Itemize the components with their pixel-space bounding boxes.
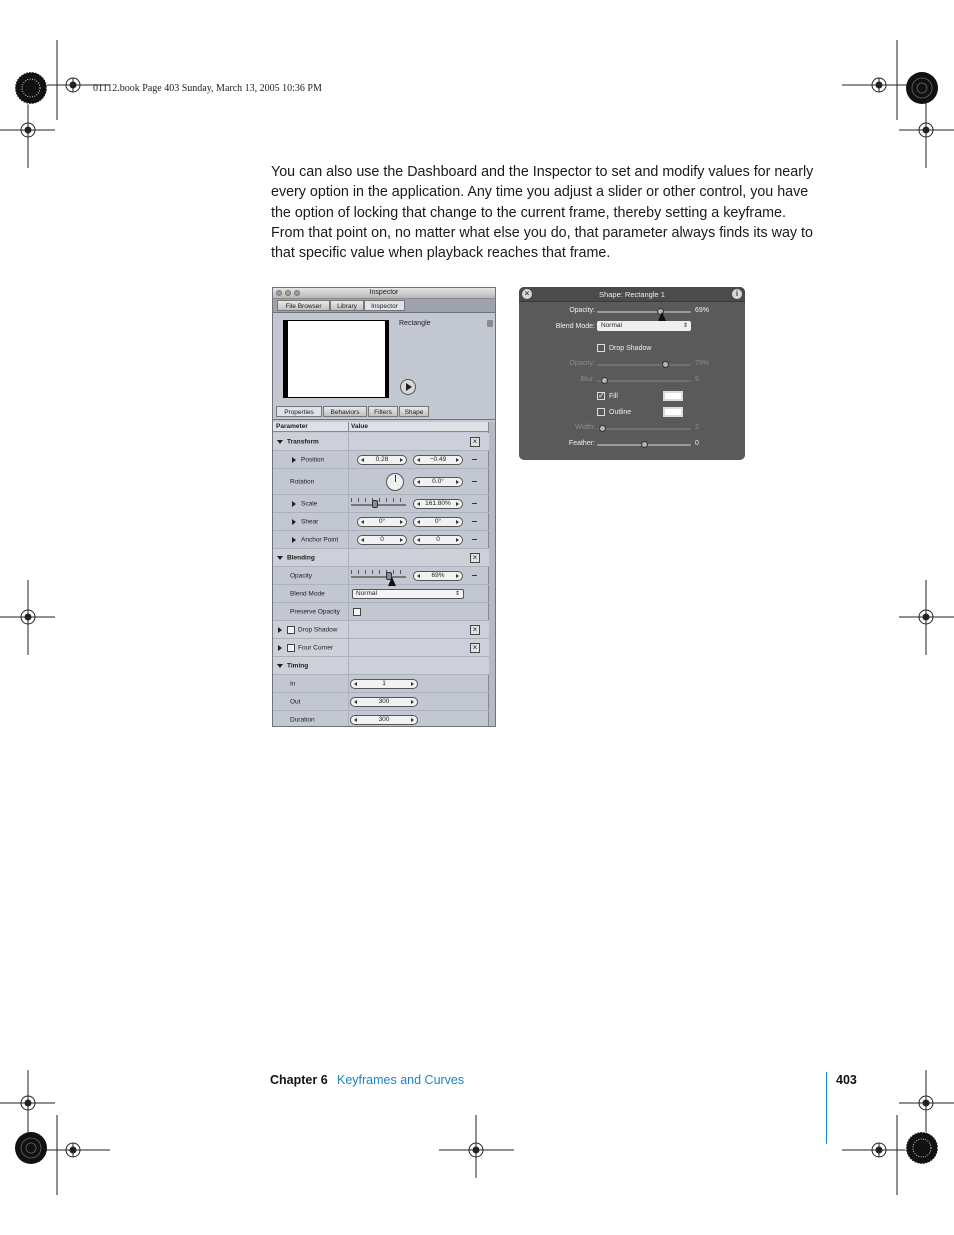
object-name: Rectangle (399, 320, 431, 327)
subtab-row (273, 405, 495, 420)
hud-label: Blur: (580, 376, 595, 383)
slider-knob[interactable] (641, 441, 648, 448)
tab-library[interactable]: Library (330, 300, 364, 311)
inspector-title: Inspector (369, 289, 399, 296)
disclosure-closed-icon[interactable] (292, 457, 296, 463)
in-field[interactable]: 1 (350, 679, 418, 689)
param-group-timing[interactable] (273, 657, 489, 675)
footer-chapter-title: Keyframes and Curves (337, 1073, 465, 1087)
hud-label: Opacity: (569, 307, 595, 314)
dashboard-hud (519, 287, 745, 460)
param-row-shear (273, 513, 489, 531)
footer-chapter: Chapter 6 (270, 1073, 328, 1087)
hud-row-blur (519, 374, 745, 386)
hud-titlebar (519, 287, 745, 302)
outline-checkbox[interactable] (597, 408, 605, 416)
reset-x-icon[interactable]: × (470, 437, 480, 447)
param-row-scale (273, 495, 489, 513)
disclosure-closed-icon[interactable] (292, 537, 296, 543)
hud-label: Outline (609, 409, 632, 416)
fill-checkbox[interactable]: ✓ (598, 391, 605, 400)
hud-row-drop-shadow (519, 343, 745, 355)
param-label: Out (290, 698, 301, 705)
fill-color-swatch[interactable] (663, 391, 683, 401)
page-number: 403 (836, 1073, 857, 1087)
rotation-dial[interactable] (386, 473, 404, 491)
info-icon[interactable]: i (732, 289, 742, 299)
col-value: Value (351, 423, 368, 430)
body-line: the option of locking that change to the current frame, thereby setting a keyframe. (271, 204, 786, 221)
hud-value: 75% (695, 360, 710, 367)
param-label: Shear (301, 518, 319, 525)
opacity-field[interactable]: 69% (413, 571, 463, 581)
hud-row-shadow-opacity (519, 358, 745, 370)
feather-slider[interactable] (597, 444, 691, 446)
hud-title: Shape: Rectangle 1 (599, 290, 665, 299)
position-y-field[interactable]: −0.49 (413, 455, 463, 465)
param-row-opacity (273, 567, 489, 585)
shear-x-field[interactable]: 0° (357, 517, 407, 527)
preserve-opacity-checkbox[interactable] (353, 608, 361, 616)
hud-label: Drop Shadow (609, 345, 652, 352)
print-header: 01112.book Page 403 Sunday, March 13, 2005 10:36 PM (93, 83, 322, 94)
col-parameter: Parameter (276, 423, 308, 430)
disclosure-closed-icon[interactable] (292, 501, 296, 507)
anchor-x-field[interactable]: 0 (357, 535, 407, 545)
reset-x-icon[interactable]: × (470, 553, 480, 563)
inspector-scrollbar[interactable] (488, 422, 495, 727)
param-label: Blend Mode (290, 590, 325, 597)
pointer-cursor-icon (658, 312, 666, 321)
tab-file-browser[interactable]: File Browser (277, 300, 330, 311)
blend-mode-select[interactable]: Normal ⇕ (597, 321, 691, 331)
param-row-duration (273, 711, 489, 727)
disclosure-closed-icon[interactable] (278, 645, 282, 651)
slider-knob[interactable] (372, 500, 378, 508)
param-label: Duration (290, 716, 315, 723)
disclosure-open-icon[interactable] (277, 664, 283, 668)
hud-row-opacity (519, 305, 745, 317)
slider-knob[interactable] (599, 425, 606, 432)
slider-knob[interactable] (601, 377, 608, 384)
footer-rule (826, 1072, 827, 1144)
anchor-y-field[interactable]: 0 (413, 535, 463, 545)
group-label: Blending (287, 554, 315, 561)
param-label: Scale (301, 500, 318, 507)
inspector-window (272, 287, 496, 727)
disclosure-open-icon[interactable] (277, 556, 283, 560)
slider-knob[interactable] (662, 361, 669, 368)
body-line: every option in the application. Any time you adjust a slider or other control, you have (271, 184, 809, 201)
body-line: You can also use the Dashboard and the Inspector to set and modify values for nearly (271, 164, 814, 180)
play-preview-button[interactable] (400, 379, 416, 395)
param-row-anchor-point (273, 531, 489, 549)
blend-mode-select[interactable]: Normal ⇕ (352, 589, 464, 599)
param-label: Opacity (290, 572, 313, 579)
param-label: Anchor Point (301, 536, 339, 543)
param-label: Position (301, 456, 325, 463)
browser-tab-row (273, 299, 495, 313)
param-label: Rotation (290, 478, 315, 485)
tab-shape[interactable]: Shape (399, 406, 429, 417)
param-row-rotation (273, 469, 489, 495)
hud-label: Blend Mode: (555, 323, 595, 330)
hud-value: 0 (695, 440, 699, 447)
rotation-field[interactable]: 0.0° (413, 477, 463, 487)
drop-shadow-checkbox[interactable] (597, 344, 605, 352)
object-preview (283, 320, 389, 398)
param-row-position (273, 451, 489, 469)
hud-value: 69% (695, 307, 710, 314)
param-label: In (290, 680, 296, 687)
param-row-preserve-opacity (273, 603, 489, 621)
width-slider[interactable] (597, 428, 691, 430)
hud-label: Fill (609, 393, 618, 400)
hud-row-fill (519, 391, 745, 403)
hud-row-outline (519, 407, 745, 419)
scale-field[interactable]: 161.80% (413, 499, 463, 509)
outline-color-swatch[interactable] (663, 407, 683, 417)
group-label: Timing (287, 662, 309, 669)
keyframe-dash-icon[interactable] (472, 481, 477, 482)
out-field[interactable]: 300 (350, 697, 418, 707)
param-row-in (273, 675, 489, 693)
blur-slider[interactable] (597, 380, 691, 382)
opacity-slider[interactable] (351, 576, 406, 578)
body-line: that specific value when playback reaches that frame. (271, 245, 611, 262)
body-paragraph (271, 162, 826, 263)
tab-inspector[interactable]: Inspector (364, 300, 405, 311)
body-line: From that point on, no matter what else you do, that parameter always finds its way to (271, 224, 813, 241)
pointer-cursor-icon (388, 577, 396, 586)
reset-x-icon[interactable]: × (470, 625, 480, 635)
four-corner-checkbox[interactable] (287, 644, 295, 652)
keyframe-dash-icon[interactable] (472, 521, 477, 522)
disclosure-closed-icon[interactable] (292, 519, 296, 525)
lock-icon[interactable] (487, 320, 493, 327)
hud-value: 5 (695, 376, 699, 383)
keyframe-dash-icon[interactable] (472, 575, 477, 576)
param-group-drop-shadow[interactable] (273, 621, 489, 639)
inspector-titlebar (273, 288, 495, 299)
hud-row-blend-mode (519, 321, 745, 333)
disclosure-open-icon[interactable] (277, 440, 283, 444)
param-group-four-corner[interactable] (273, 639, 489, 657)
hud-label: Opacity: (569, 360, 595, 367)
shadow-opacity-slider[interactable] (597, 364, 691, 366)
hud-row-width (519, 422, 745, 434)
param-label: Preserve Opacity (290, 608, 340, 615)
column-header (273, 422, 491, 432)
tab-behaviors[interactable]: Behaviors (323, 406, 367, 417)
disclosure-closed-icon[interactable] (278, 627, 282, 633)
scale-slider[interactable] (351, 504, 406, 506)
reset-x-icon[interactable]: × (470, 643, 480, 653)
group-label: Four Corner (298, 644, 334, 651)
tab-filters[interactable]: Filters (368, 406, 398, 417)
drop-shadow-checkbox[interactable] (287, 626, 295, 634)
duration-field[interactable]: 300 (350, 715, 418, 725)
keyframe-dash-icon[interactable] (472, 539, 477, 540)
param-row-out (273, 693, 489, 711)
close-icon[interactable]: × (522, 289, 532, 299)
param-group-blending[interactable] (273, 549, 489, 567)
hud-value: 2 (695, 424, 699, 431)
position-x-field[interactable]: 0.28 (357, 455, 407, 465)
opacity-slider[interactable] (597, 311, 691, 313)
hud-label: Feather: (568, 440, 595, 447)
group-label: Drop Shadow (298, 626, 338, 633)
keyframe-dash-icon[interactable] (472, 503, 477, 504)
group-label: Transform (287, 438, 319, 445)
param-group-transform[interactable] (273, 433, 489, 451)
hud-row-feather (519, 438, 745, 450)
keyframe-dash-icon[interactable] (472, 459, 477, 460)
param-row-blend-mode (273, 585, 489, 603)
tab-properties[interactable]: Properties (276, 406, 322, 417)
hud-label: Width: (575, 424, 595, 431)
play-icon (406, 383, 412, 391)
shear-y-field[interactable]: 0° (413, 517, 463, 527)
